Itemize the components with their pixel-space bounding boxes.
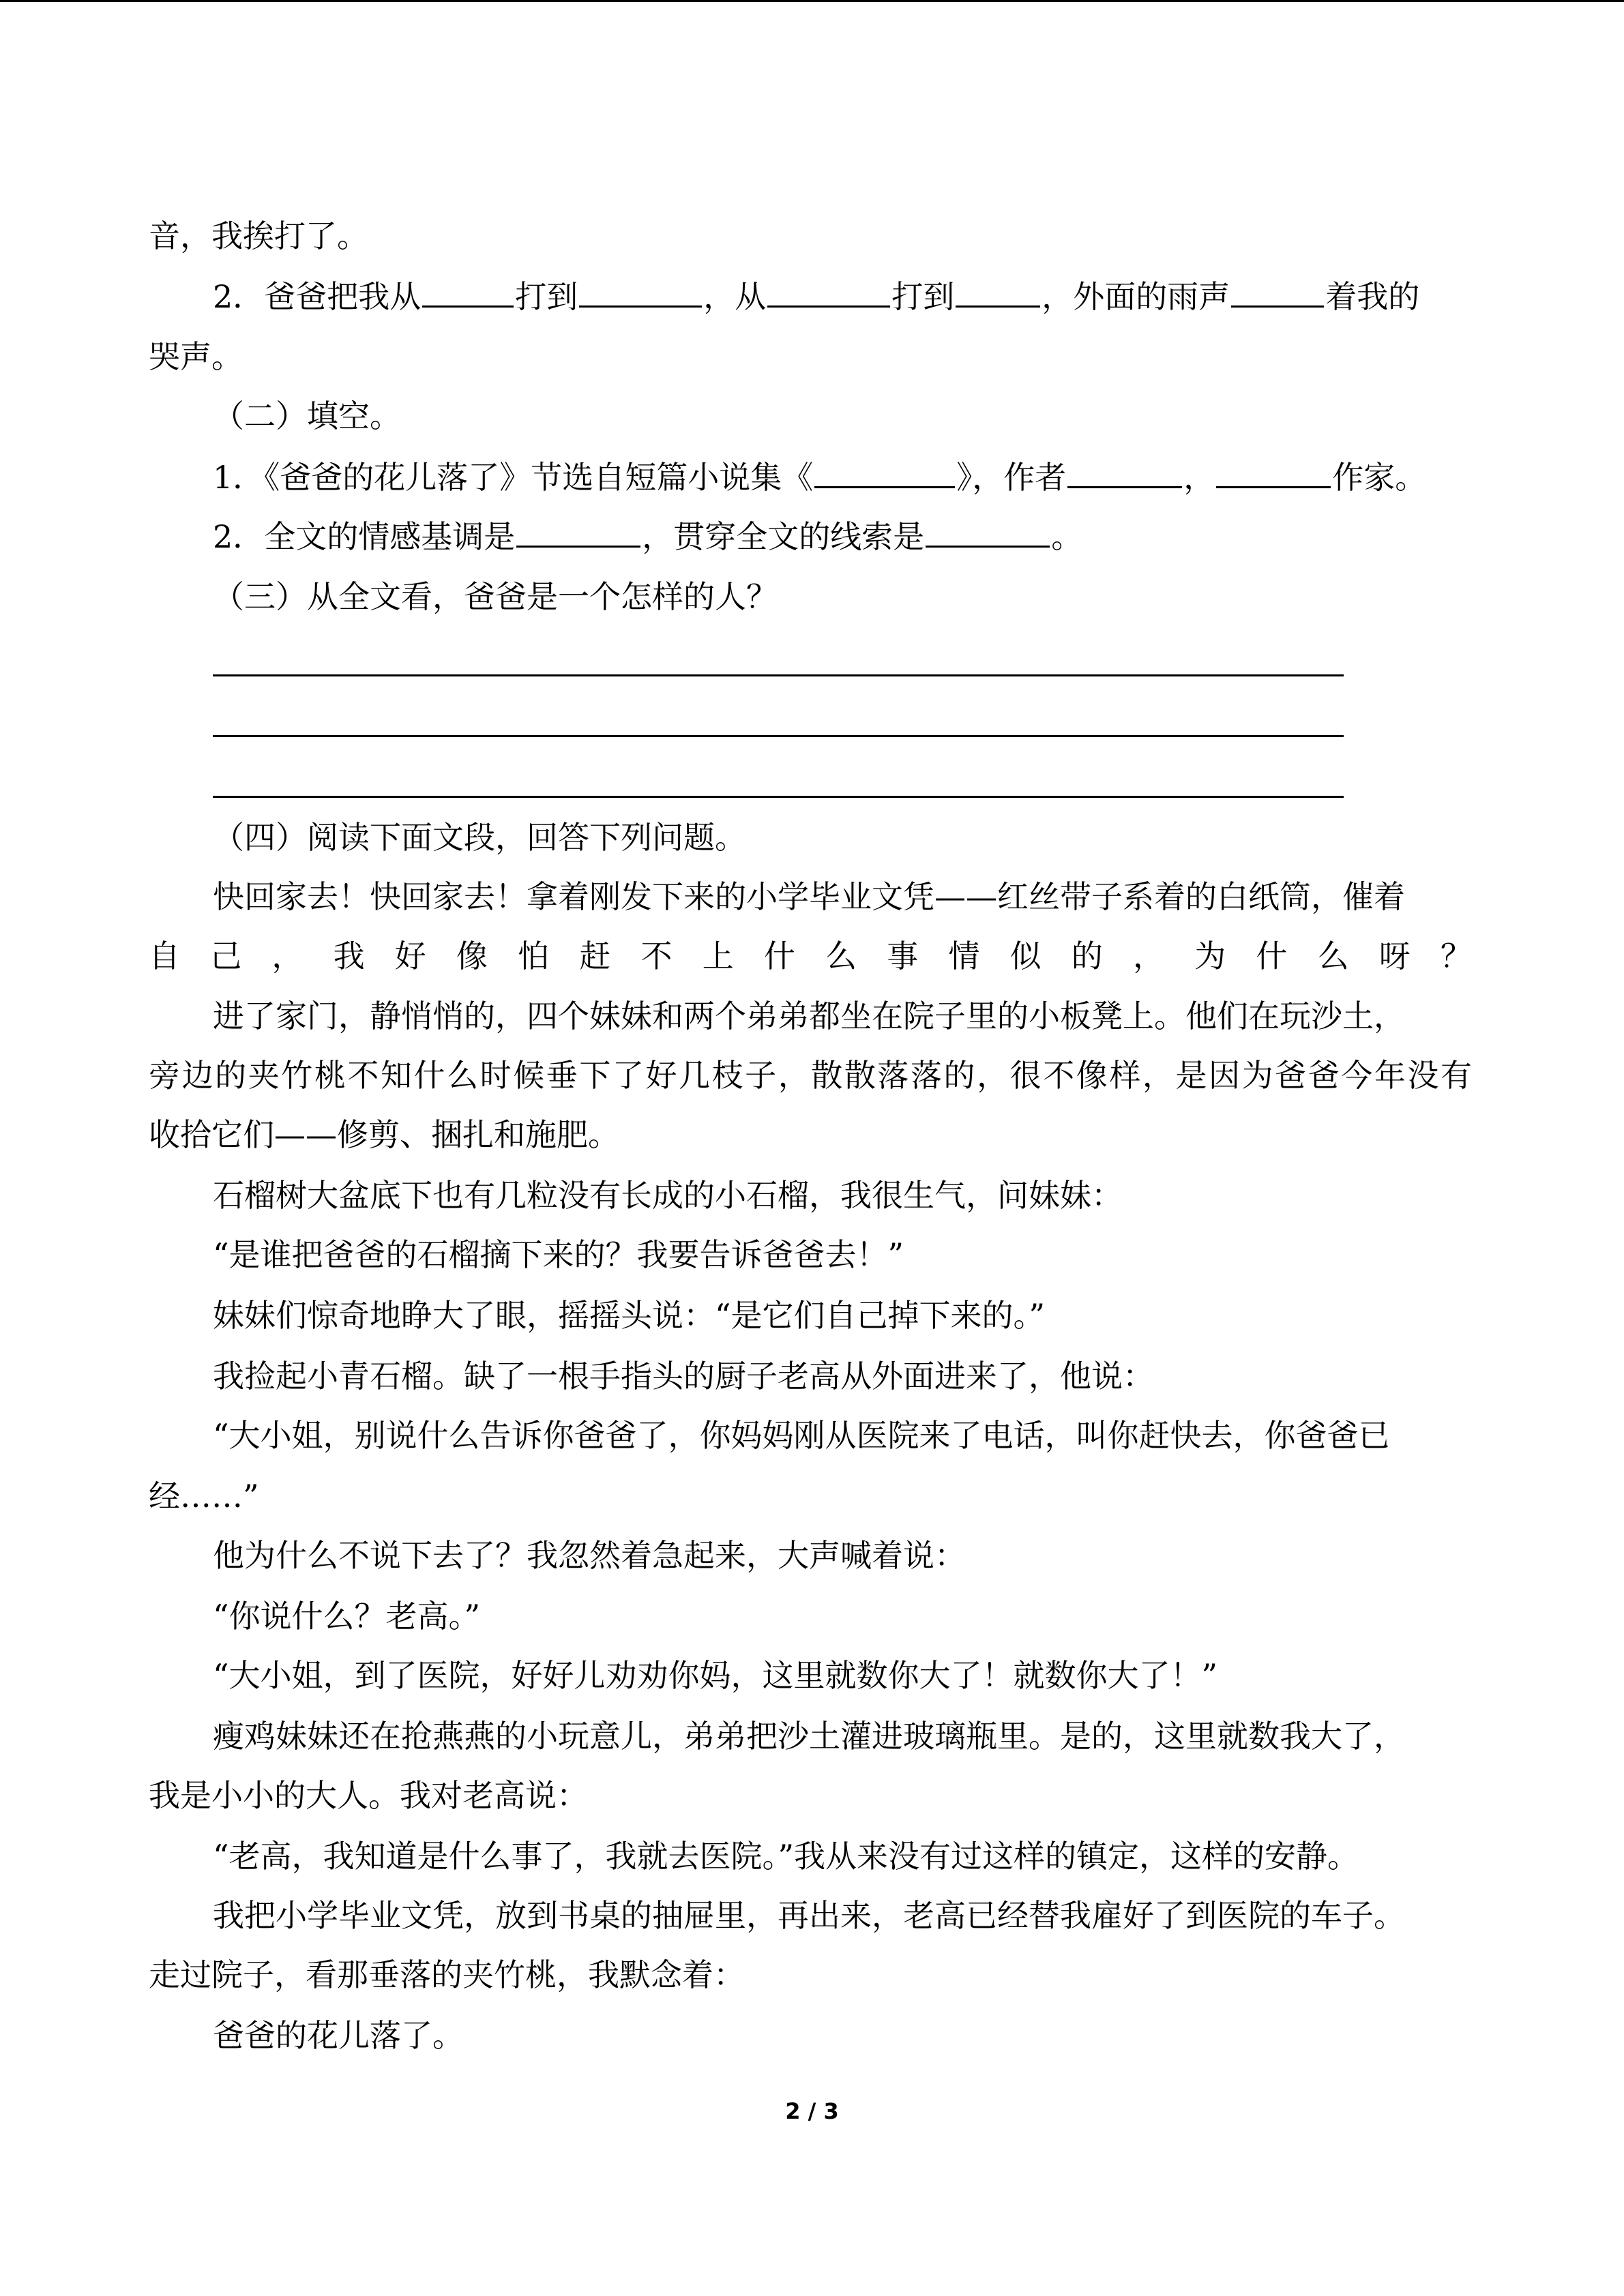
passage-line: 爸爸的花儿落了。 xyxy=(213,2017,464,2054)
question-text: ，从 xyxy=(703,278,767,315)
passage-line: “大小姐，到了医院，好好儿劝劝你妈，这里就数你大了！就数你大了！” xyxy=(213,1657,1218,1694)
passage-line: 旁边的夹竹桃不知什么时候垂下了好几枝子，散散落落的，很不像样，是因为爸爸今年没有 xyxy=(149,1057,1472,1094)
question-text: 作家。 xyxy=(1332,459,1427,496)
question-text: 打到 xyxy=(515,278,578,315)
blank-1[interactable] xyxy=(422,275,514,308)
blank-3[interactable] xyxy=(767,275,890,308)
passage-line: 我是小小的大人。我对老高说： xyxy=(149,1777,588,1814)
passage-line: “是谁把爸爸的石榴摘下来的？我要告诉爸爸去！” xyxy=(213,1236,904,1273)
section-2-heading: （二）填空。 xyxy=(213,398,401,434)
passage-line: 快回家去！快回家去！拿着刚发下来的小学毕业文凭——红丝带子系着的白纸筒，催着 xyxy=(213,878,1405,915)
blank-5[interactable] xyxy=(1231,275,1324,308)
question-text: 2．全文的情感基调是 xyxy=(213,518,516,555)
blank-4[interactable] xyxy=(956,275,1040,308)
continued-text: 音，我挨打了。 xyxy=(149,218,368,254)
passage-line: 我把小学毕业文凭，放到书桌的抽屉里，再出来，老高已经替我雇好了到医院的车子。 xyxy=(213,1897,1405,1934)
section-3-heading: （三）从全文看，爸爸是一个怎样的人？ xyxy=(213,578,778,615)
answer-line[interactable] xyxy=(213,735,1344,737)
passage-line: 石榴树大盆底下也有几粒没有长成的小石榴，我很生气，问妹妹： xyxy=(213,1177,1123,1214)
answer-line[interactable] xyxy=(213,796,1344,798)
question-text: 2．爸爸把我从 xyxy=(213,278,422,315)
passage-line: “老高，我知道是什么事了，我就去医院。”我从来没有过这样的镇定，这样的安静。 xyxy=(213,1838,1359,1875)
question-text: ， xyxy=(1183,459,1215,496)
passage-line: 进了家门，静悄悄的，四个妹妹和两个弟弟都坐在院子里的小板凳上。他们在玩沙土， xyxy=(213,998,1405,1034)
passage-line: 收拾它们——修剪、捆扎和施肥。 xyxy=(149,1116,619,1153)
question-text: 打到 xyxy=(891,278,955,315)
question-text: 1．《爸爸的花儿落了》节选自短篇小说集《 xyxy=(213,459,814,496)
blank-collection-name[interactable] xyxy=(814,456,955,488)
question-1-2-continued: 哭声。 xyxy=(149,338,243,375)
blank-2[interactable] xyxy=(579,275,702,308)
question-text: 。 xyxy=(1051,518,1083,555)
page-number: 2 / 3 xyxy=(785,2098,839,2124)
question-text: ，外面的雨声 xyxy=(1042,278,1230,315)
question-text: 着我的 xyxy=(1325,278,1420,315)
question-2-1 xyxy=(213,456,1426,498)
blank-author-origin[interactable] xyxy=(1216,456,1331,488)
section-4-heading: （四）阅读下面文段，回答下列问题。 xyxy=(213,819,746,856)
passage-line: “大小姐，别说什么告诉你爸爸了，你妈妈刚从医院来了电话，叫你赶快去，你爸爸已 xyxy=(213,1417,1390,1454)
passage-line: 经……” xyxy=(149,1478,259,1515)
blank-clue[interactable] xyxy=(926,516,1050,548)
passage-line: 瘦鸡妹妹还在抢燕燕的小玩意儿，弟弟把沙土灌进玻璃瓶里。是的，这里就数我大了， xyxy=(213,1718,1405,1755)
passage-line: “你说什么？老高。” xyxy=(213,1598,481,1635)
blank-emotional-tone[interactable] xyxy=(516,516,640,548)
passage-line: 我捡起小青石榴。缺了一根手指头的厨子老高从外面进来了，他说： xyxy=(213,1358,1154,1395)
question-1-2 xyxy=(213,275,1419,317)
question-2-2 xyxy=(213,516,1082,557)
question-text: 》，作者 xyxy=(956,459,1067,496)
passage-line: 妹妹们惊奇地睁大了眼，摇摇头说：“是它们自己掉下来的。” xyxy=(213,1297,1046,1334)
blank-author[interactable] xyxy=(1067,456,1182,488)
answer-line[interactable] xyxy=(213,674,1344,676)
question-text: ，贯穿全文的线索是 xyxy=(642,518,925,555)
passage-line: 他为什么不说下去了？我忽然着急起来，大声喊着说： xyxy=(213,1537,966,1574)
passage-line: 自己，我好像怕赶不上什么事情似的，为什么呀？ xyxy=(149,938,1472,974)
passage-line: 走过院子，看那垂落的夹竹桃，我默念着： xyxy=(149,1956,745,1993)
